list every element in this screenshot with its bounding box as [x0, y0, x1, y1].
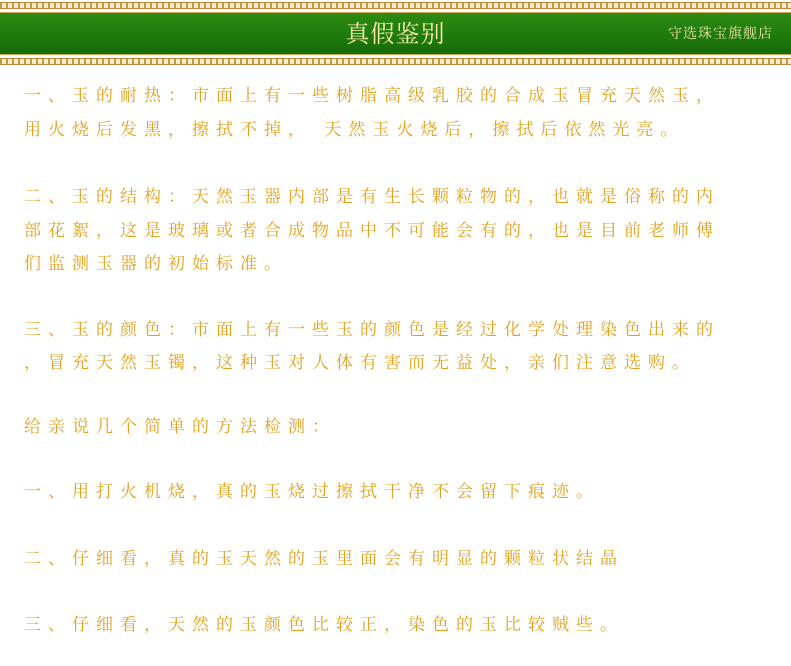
header-banner [0, 0, 791, 66]
methods-intro: 给亲说几个简单的方法检测： [24, 416, 336, 437]
text-line: ，冒充天然玉镯，这种玉对人体有害而无益处，亲们注意选购。 [24, 353, 696, 373]
article-body [24, 80, 774, 643]
decorative-border-bottom [0, 58, 791, 65]
text-line: 一、玉的耐热：市面上有一些树脂高级乳胶的合成玉冒充天然玉， [24, 86, 720, 106]
text-line: 们监测玉器的初始标准。 [24, 254, 288, 274]
decorative-border-top [0, 2, 791, 9]
method-item: 三、仔细看，天然的玉颜色比较正，染色的玉比较贼些。 [24, 615, 624, 635]
paragraph-structure [24, 181, 774, 282]
text-line: 三、玉的颜色：市面上有一些玉的颜色是经过化学处理染色出来的 [24, 319, 720, 340]
paragraph-heat-resistance [24, 80, 774, 147]
text-line: 用火烧后发黑，擦拭不掉， 天然玉火烧后，擦拭后依然光亮。 [24, 119, 685, 140]
store-name: 守选珠宝旗舰店 [668, 26, 773, 42]
text-line: 二、玉的结构：天然玉器内部是有生长颗粒物的，也就是俗称的内 [24, 187, 720, 207]
method-item: 二、仔细看，真的玉天然的玉里面会有明显的颗粒状结晶 [24, 548, 624, 569]
text-line: 部花絮，这是玻璃或者合成物品中不可能会有的，也是目前老师傅 [24, 220, 720, 241]
page-title: 真假鉴别 [345, 20, 446, 48]
method-item: 一、用打火机烧，真的玉烧过擦拭干净不会留下痕迹。 [24, 482, 600, 502]
paragraph-color [24, 314, 774, 381]
